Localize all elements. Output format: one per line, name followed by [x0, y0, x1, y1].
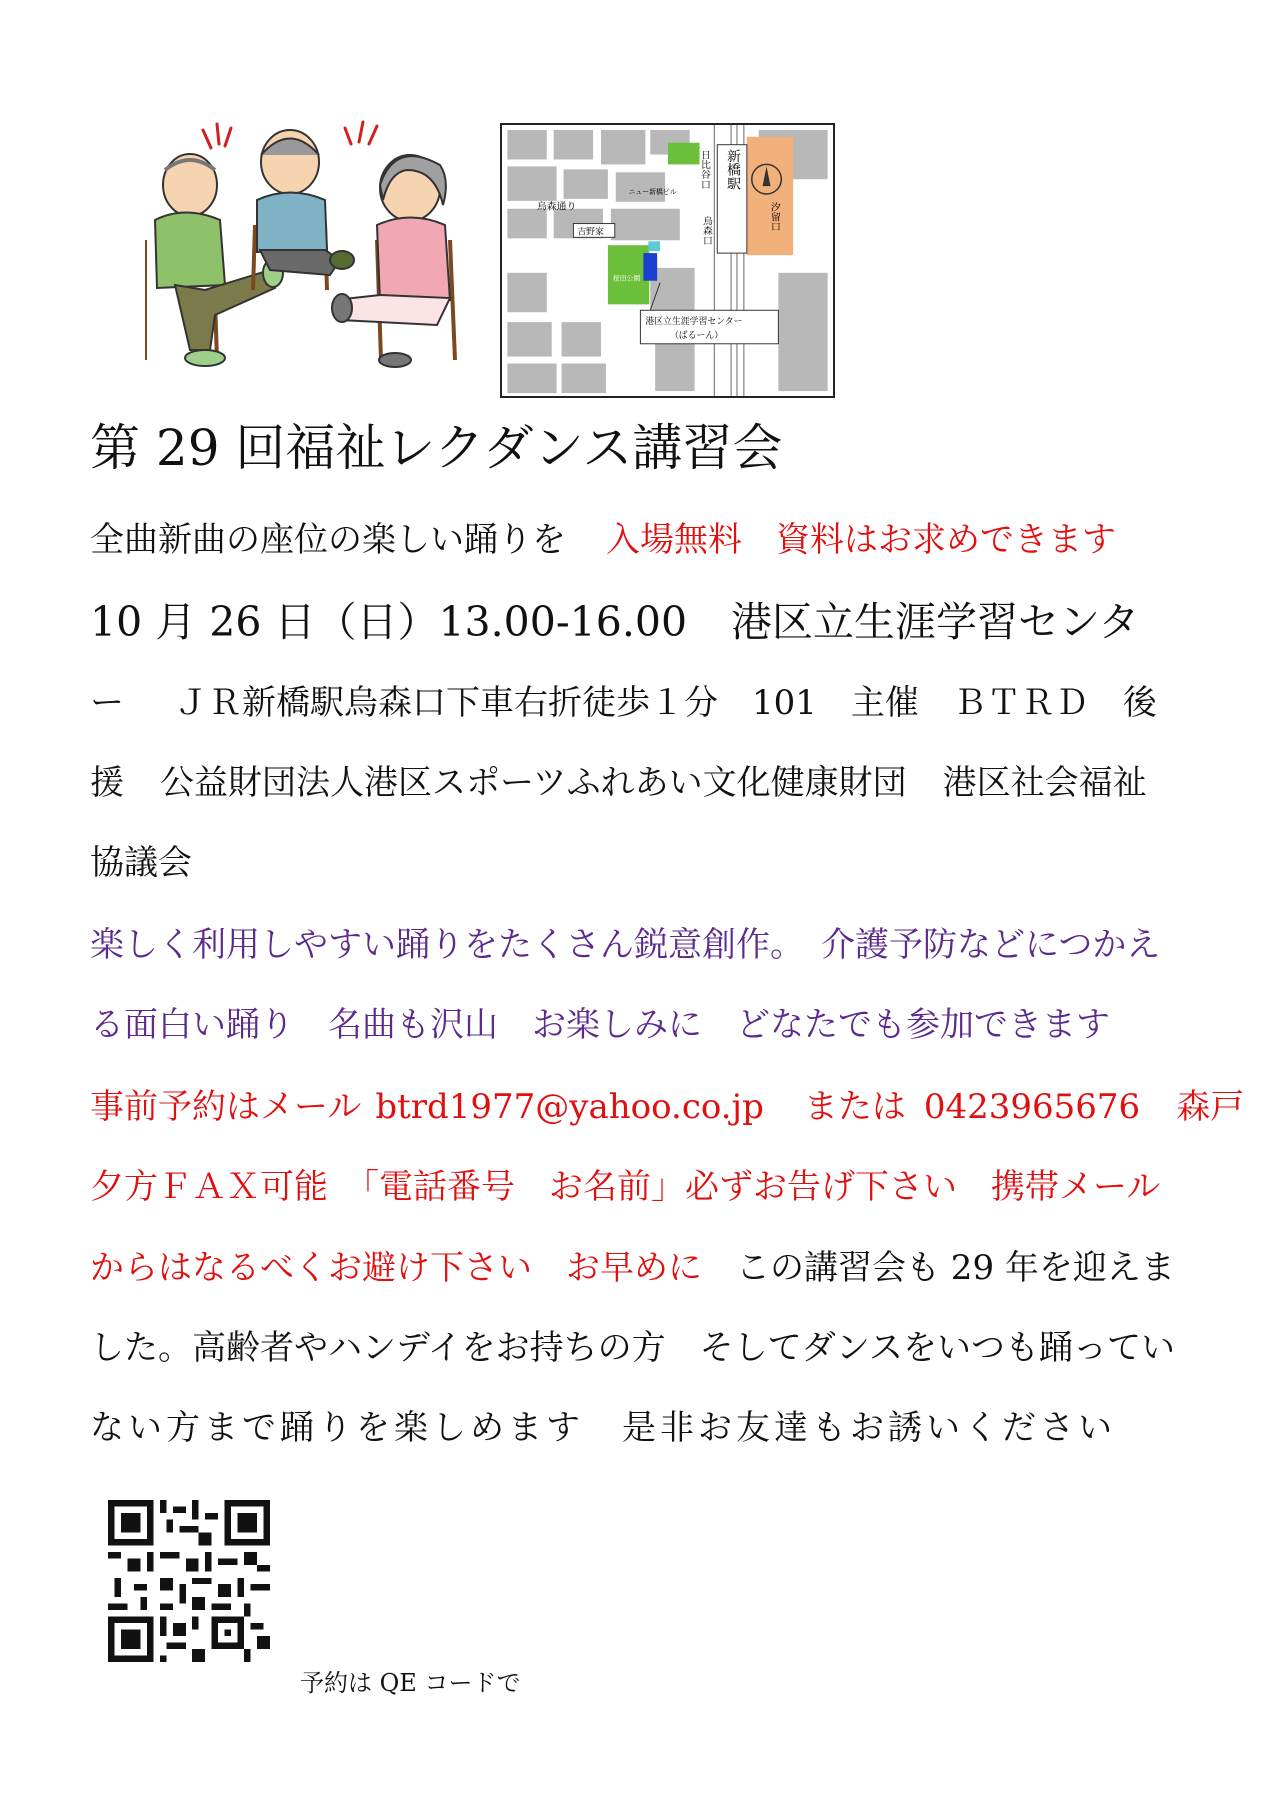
reservation-phone[interactable]: 0423965676 — [923, 1087, 1141, 1127]
free-admission-text: 入場無料 資料はお求めできます — [606, 520, 1116, 560]
host-label: 主催 — [850, 683, 919, 723]
reservation-line-3 — [90, 1248, 1175, 1288]
map-yoshinoya-label: 吉野家 — [577, 227, 604, 238]
host-name: ＢＴＲＤ — [952, 683, 1089, 723]
map-karasumori-exit-label: 烏森口 — [700, 215, 712, 246]
info-line-1 — [90, 683, 1190, 723]
info-line-2 — [90, 763, 1147, 803]
reservation-label: 事前予約はメール — [90, 1087, 362, 1127]
map-street-label: 烏森通り — [536, 201, 577, 213]
venue-name: 港区立生涯学習センタ — [731, 598, 1140, 646]
map-center-nick-label: （ばるーん） — [669, 330, 724, 341]
map-station-label: 新橋駅 — [724, 148, 741, 191]
info-line-3: 協議会 — [90, 843, 192, 883]
promo-line-2: る面白い踊り 名曲も沢山 お楽しみに どなたでも参加できます — [90, 1005, 1110, 1045]
seated-dancers-illustration — [145, 110, 485, 375]
event-date: 10 月 26 日（日）13.00-16.00 — [90, 598, 688, 646]
support-label-start: 後 — [1122, 683, 1157, 723]
reservation-note: からはなるべくお避け下さい お早めに — [90, 1248, 702, 1288]
intro-text: 全曲新曲の座位の楽しい踊りを — [90, 520, 566, 560]
anniversary-text: この講習会も 29 年を迎えま — [736, 1248, 1175, 1288]
qr-caption: 予約は QE コードで — [300, 1669, 521, 1697]
map-building-label: ニュー新橋ビル — [628, 187, 677, 196]
reservation-line-1 — [90, 1087, 1244, 1127]
reservation-or: または — [803, 1087, 906, 1127]
closing-line-2: ない方まで踊りを楽しめます 是非お友達もお誘いください — [90, 1408, 1116, 1448]
map-hibiya-exit-label: 日比谷口 — [698, 149, 710, 190]
support-label-end: 援 — [90, 763, 124, 803]
closing-line-1: した。高齢者やハンデイをお持ちの方 そしてダンスをいつも踊ってい — [90, 1328, 1175, 1368]
map-park-label: 桜田公園 — [612, 274, 641, 283]
map-center-label: 港区立生涯学習センター — [645, 317, 743, 328]
venue-dash: ー — [90, 683, 124, 723]
access-map — [500, 123, 835, 398]
room-number: 101 — [752, 683, 817, 723]
reservation-email[interactable]: btrd1977@yahoo.co.jp — [375, 1087, 764, 1127]
sponsor-foundation: 公益財団法人港区スポーツふれあい文化健康財団 — [160, 763, 907, 803]
event-title: 第 29 回福祉レクダンス講習会 — [90, 419, 783, 477]
date-line — [90, 598, 1139, 646]
qr-code[interactable] — [108, 1500, 270, 1662]
map-shiodome-exit-label: 汐留口 — [768, 201, 780, 232]
sponsor-welfare: 港区社会福祉 — [942, 763, 1147, 803]
reservation-line-2: 夕方ＦＡＸ可能 「電話番号 お名前」必ずお告げ下さい 携帯メール — [90, 1167, 1161, 1207]
intro-line — [90, 520, 1116, 560]
access-text: ＪＲ新橋駅烏森口下車右折徒歩１分 — [174, 683, 718, 723]
promo-line-1: 楽しく利用しやすい踊りをたくさん鋭意創作。 介護予防などにつかえ — [90, 925, 1161, 965]
reservation-contact-name: 森戸 — [1176, 1087, 1245, 1127]
